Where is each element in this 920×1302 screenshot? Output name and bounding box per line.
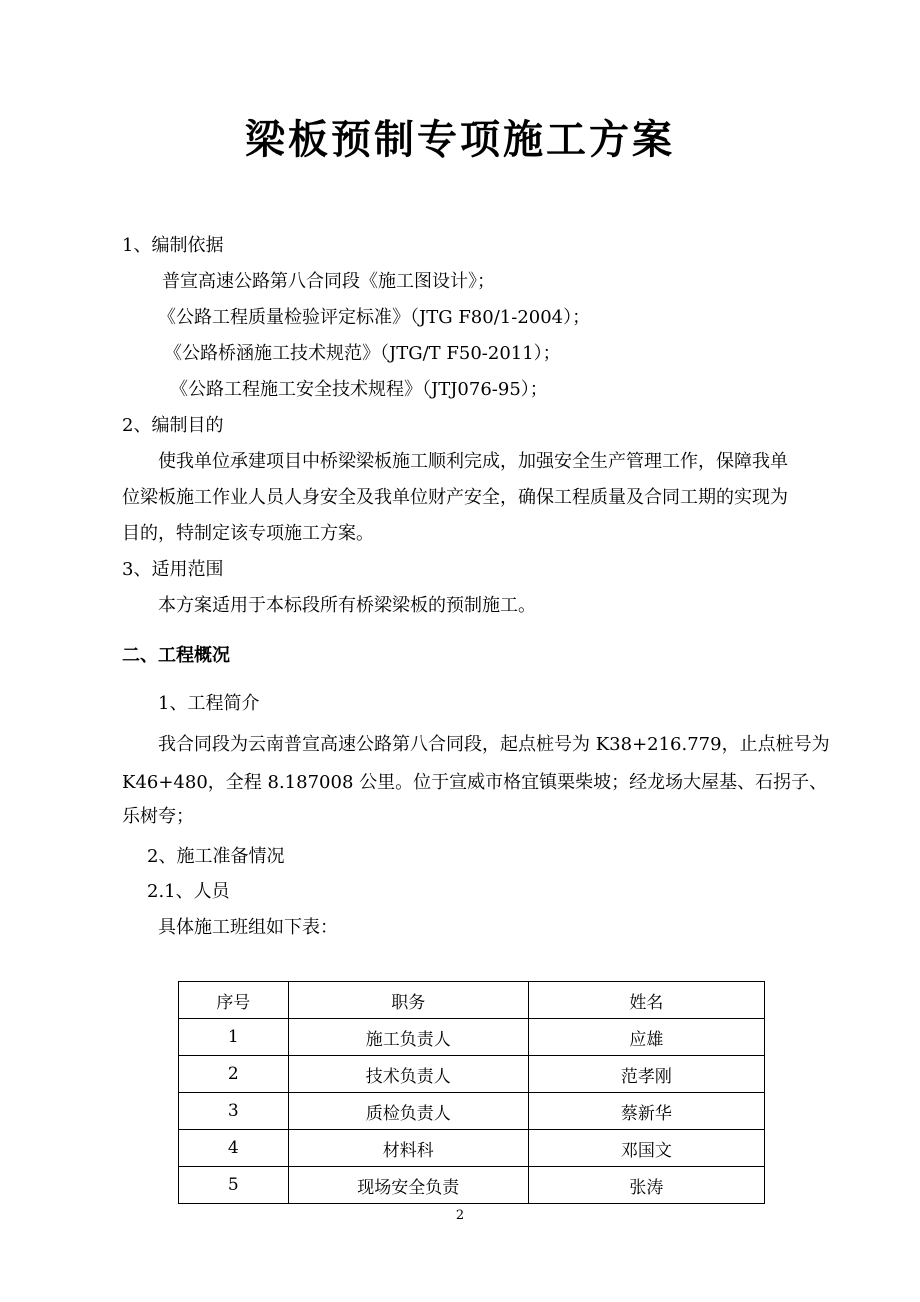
section-2-heading: 2、编制目的 [122,415,224,436]
overview-line-1: 我合同段为云南普宣高速公路第八合同段，起点桩号为 K38+216.779，止点桩号为 [158,734,830,755]
cell-position: 施工负责人 [288,1019,528,1056]
document-title: 梁板预制专项施工方案 [245,117,675,163]
crew-table [178,981,765,1204]
table-row [179,1167,765,1204]
header-index: 序号 [179,982,289,1019]
cell-name: 范孝刚 [528,1056,764,1093]
overview-line-2: K46+480，全程 8.187008 公里。位于宣威市格宜镇栗柴坡；经龙场大屋基、石拐子、 [122,772,828,793]
part-2-heading: 二、工程概况 [122,645,230,666]
cell-index: 3 [179,1093,289,1130]
reference-4: 《公路工程施工安全技术规程》（JTJ076-95）； [170,379,548,400]
header-name: 姓名 [528,982,764,1019]
personnel-heading: 2.1、人员 [147,881,230,902]
cell-position: 质检负责人 [288,1093,528,1130]
table-row [179,1056,765,1093]
cell-position: 材料科 [288,1130,528,1167]
section-3-heading: 3、适用范围 [122,559,224,580]
purpose-line-3: 目的，特制定该专项施工方案。 [122,523,374,544]
cell-index: 5 [179,1167,289,1204]
cell-index: 1 [179,1019,289,1056]
reference-3: 《公路桥涵施工技术规范》（JTG/T F50-2011）； [164,343,561,364]
cell-index: 4 [179,1130,289,1167]
section-1-heading: 1、编制依据 [122,235,224,256]
overview-heading: 1、工程简介 [158,693,260,714]
overview-line-3: 乐树夸； [122,806,194,827]
preparation-heading: 2、施工准备情况 [147,846,285,867]
table-row [179,1093,765,1130]
cell-name: 应雄 [528,1019,764,1056]
cell-name: 邓国文 [528,1130,764,1167]
header-position: 职务 [288,982,528,1019]
table-row [179,1019,765,1056]
reference-1: 普宣高速公路第八合同段《施工图设计》； [162,271,495,292]
cell-name: 张涛 [528,1167,764,1204]
page-number: 2 [455,1208,465,1223]
table-intro: 具体施工班组如下表： [158,917,338,938]
cell-position: 技术负责人 [288,1056,528,1093]
cell-name: 蔡新华 [528,1093,764,1130]
reference-2: 《公路工程质量检验评定标准》（JTG F80/1-2004）； [158,307,591,328]
purpose-line-2: 位梁板施工作业人员人身安全及我单位财产安全，确保工程质量及合同工期的实现为 [122,487,788,508]
table-header-row [179,982,765,1019]
table-row [179,1130,765,1167]
purpose-line-1: 使我单位承建项目中桥梁梁板施工顺利完成，加强安全生产管理工作，保障我单 [158,451,788,472]
cell-position: 现场安全负责 [288,1167,528,1204]
scope-text: 本方案适用于本标段所有桥梁梁板的预制施工。 [158,595,536,616]
cell-index: 2 [179,1056,289,1093]
